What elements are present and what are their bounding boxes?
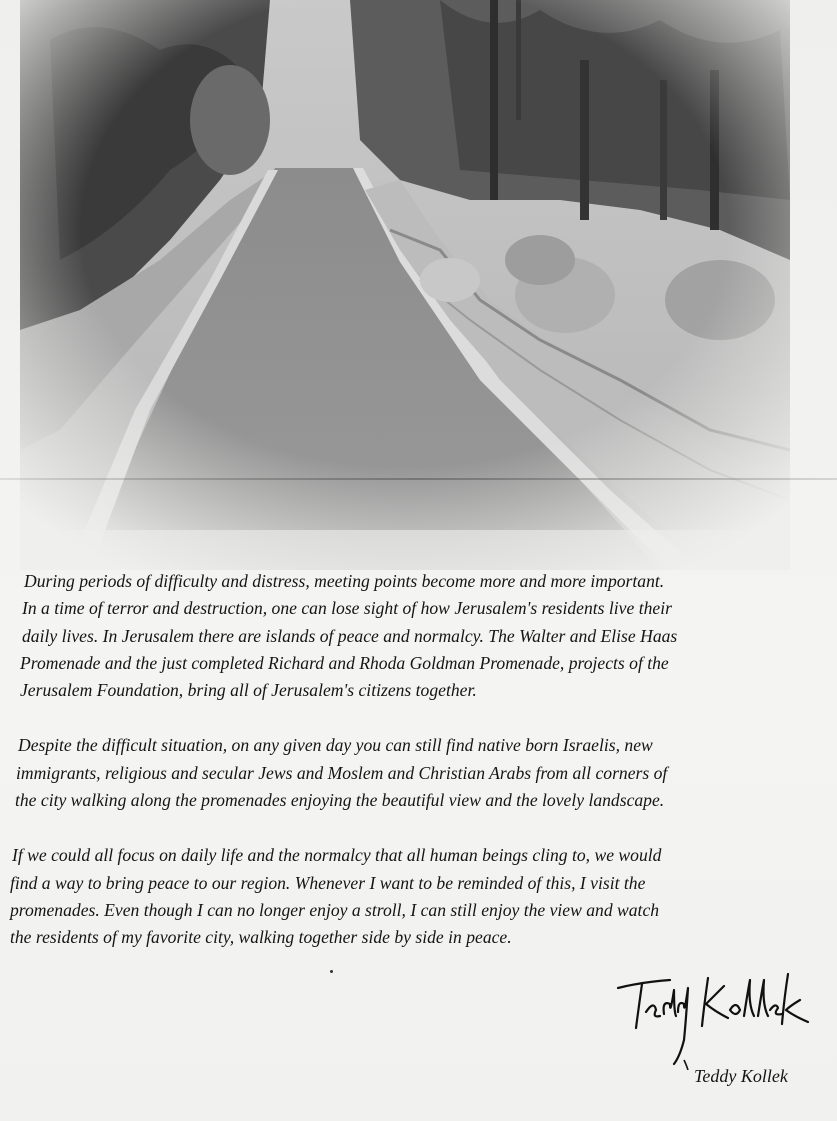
letter-line: immigrants, religious and secular Jews and Moslem and Christian Arabs from all corners of xyxy=(16,762,668,783)
paper-speck xyxy=(330,970,333,973)
letter-line: In a time of terror and destruction, one can lose sight of how Jerusalem's residents live their xyxy=(22,598,672,619)
letter-body xyxy=(10,568,825,980)
letter-line: During periods of difficulty and distress, meeting points become more and more important. xyxy=(24,571,665,591)
signer-name: Teddy Kollek xyxy=(694,1066,788,1086)
letter-line: the city walking along the promenades enjoying the beautiful view and the lovely landscape. xyxy=(15,790,665,811)
letter-line: Despite the difficult situation, on any given day you can still find native born Israelis, new xyxy=(18,735,653,756)
letter-line: Jerusalem Foundation, bring all of Jerusalem's citizens together. xyxy=(20,680,477,701)
letter-line: promenades. Even though I can no longer enjoy a stroll, I can still enjoy the view and watch xyxy=(10,899,660,920)
letter-line: Promenade and the just completed Richard and Rhoda Goldman Promenade, projects of the xyxy=(20,652,669,673)
promenade-photo xyxy=(20,0,790,570)
letter-line: If we could all focus on daily life and the normalcy that all human beings cling to, we would xyxy=(12,845,662,866)
letter-line: daily lives. In Jerusalem there are islands of peace and normalcy. The Walter and Elise Haas xyxy=(22,625,678,646)
letter-paragraph xyxy=(10,842,825,951)
paper-fold-line xyxy=(0,478,837,480)
letter-paragraph xyxy=(10,732,825,814)
handwritten-signature xyxy=(612,960,822,1070)
letter-line: the residents of my favorite city, walking together side by side in peace. xyxy=(10,927,512,948)
letter-paragraph xyxy=(10,568,825,704)
letter-line: find a way to bring peace to our region. Whenever I want to be reminded of this, I visit the xyxy=(10,872,646,893)
